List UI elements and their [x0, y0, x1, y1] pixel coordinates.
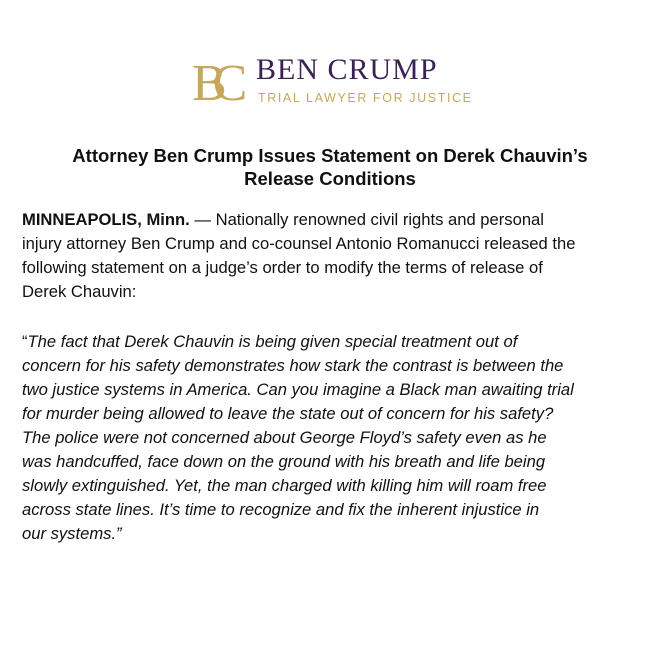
intro-line-1: — Nationally renowned civil rights and personal — [189, 210, 544, 229]
quote-line-4: for murder being allowed to leave the state out of concern for his safety? — [22, 404, 554, 423]
headline-line-1: Attorney Ben Crump Issues Statement on Derek Chauvin’s — [72, 145, 588, 166]
logo-tagline: TRIAL LAWYER FOR JUSTICE — [258, 91, 473, 105]
quote-paragraph — [22, 330, 647, 546]
logo-monogram: BC — [192, 55, 234, 110]
headline — [20, 144, 640, 190]
intro-paragraph — [22, 208, 647, 304]
bc-monogram-icon — [190, 50, 250, 110]
quote-line-7: slowly extinguished. Yet, the man charged with killing him will roam free — [22, 476, 547, 495]
quote-line-5: The police were not concerned about George Floyd’s safety even as he — [22, 428, 547, 447]
quote-line-2: concern for his safety demonstrates how stark the contrast is between the — [22, 356, 564, 375]
quote-line-8: across state lines. It’s time to recognize and fix the inherent injustice in — [22, 500, 540, 519]
dateline: MINNEAPOLIS, Minn. — [22, 210, 190, 229]
quote-line-9: our systems.” — [22, 524, 122, 543]
logo-name: BEN CRUMP — [256, 53, 438, 86]
quote-line-6: was handcuffed, face down on the ground with his breath and life being — [22, 452, 546, 471]
quote-open-mark: “ — [22, 332, 28, 351]
ben-crump-logo — [190, 50, 480, 112]
headline-line-2: Release Conditions — [244, 168, 416, 189]
quote-line-1: The fact that Derek Chauvin is being given special treatment out of — [27, 332, 518, 351]
quote-line-3: two justice systems in America. Can you imagine a Black man awaiting trial — [22, 380, 574, 399]
intro-line-2: injury attorney Ben Crump and co-counsel Antonio Romanucci released the — [22, 234, 576, 253]
intro-line-4: Derek Chauvin: — [22, 282, 137, 301]
intro-line-3: following statement on a judge’s order to modify the terms of release of — [22, 258, 543, 277]
